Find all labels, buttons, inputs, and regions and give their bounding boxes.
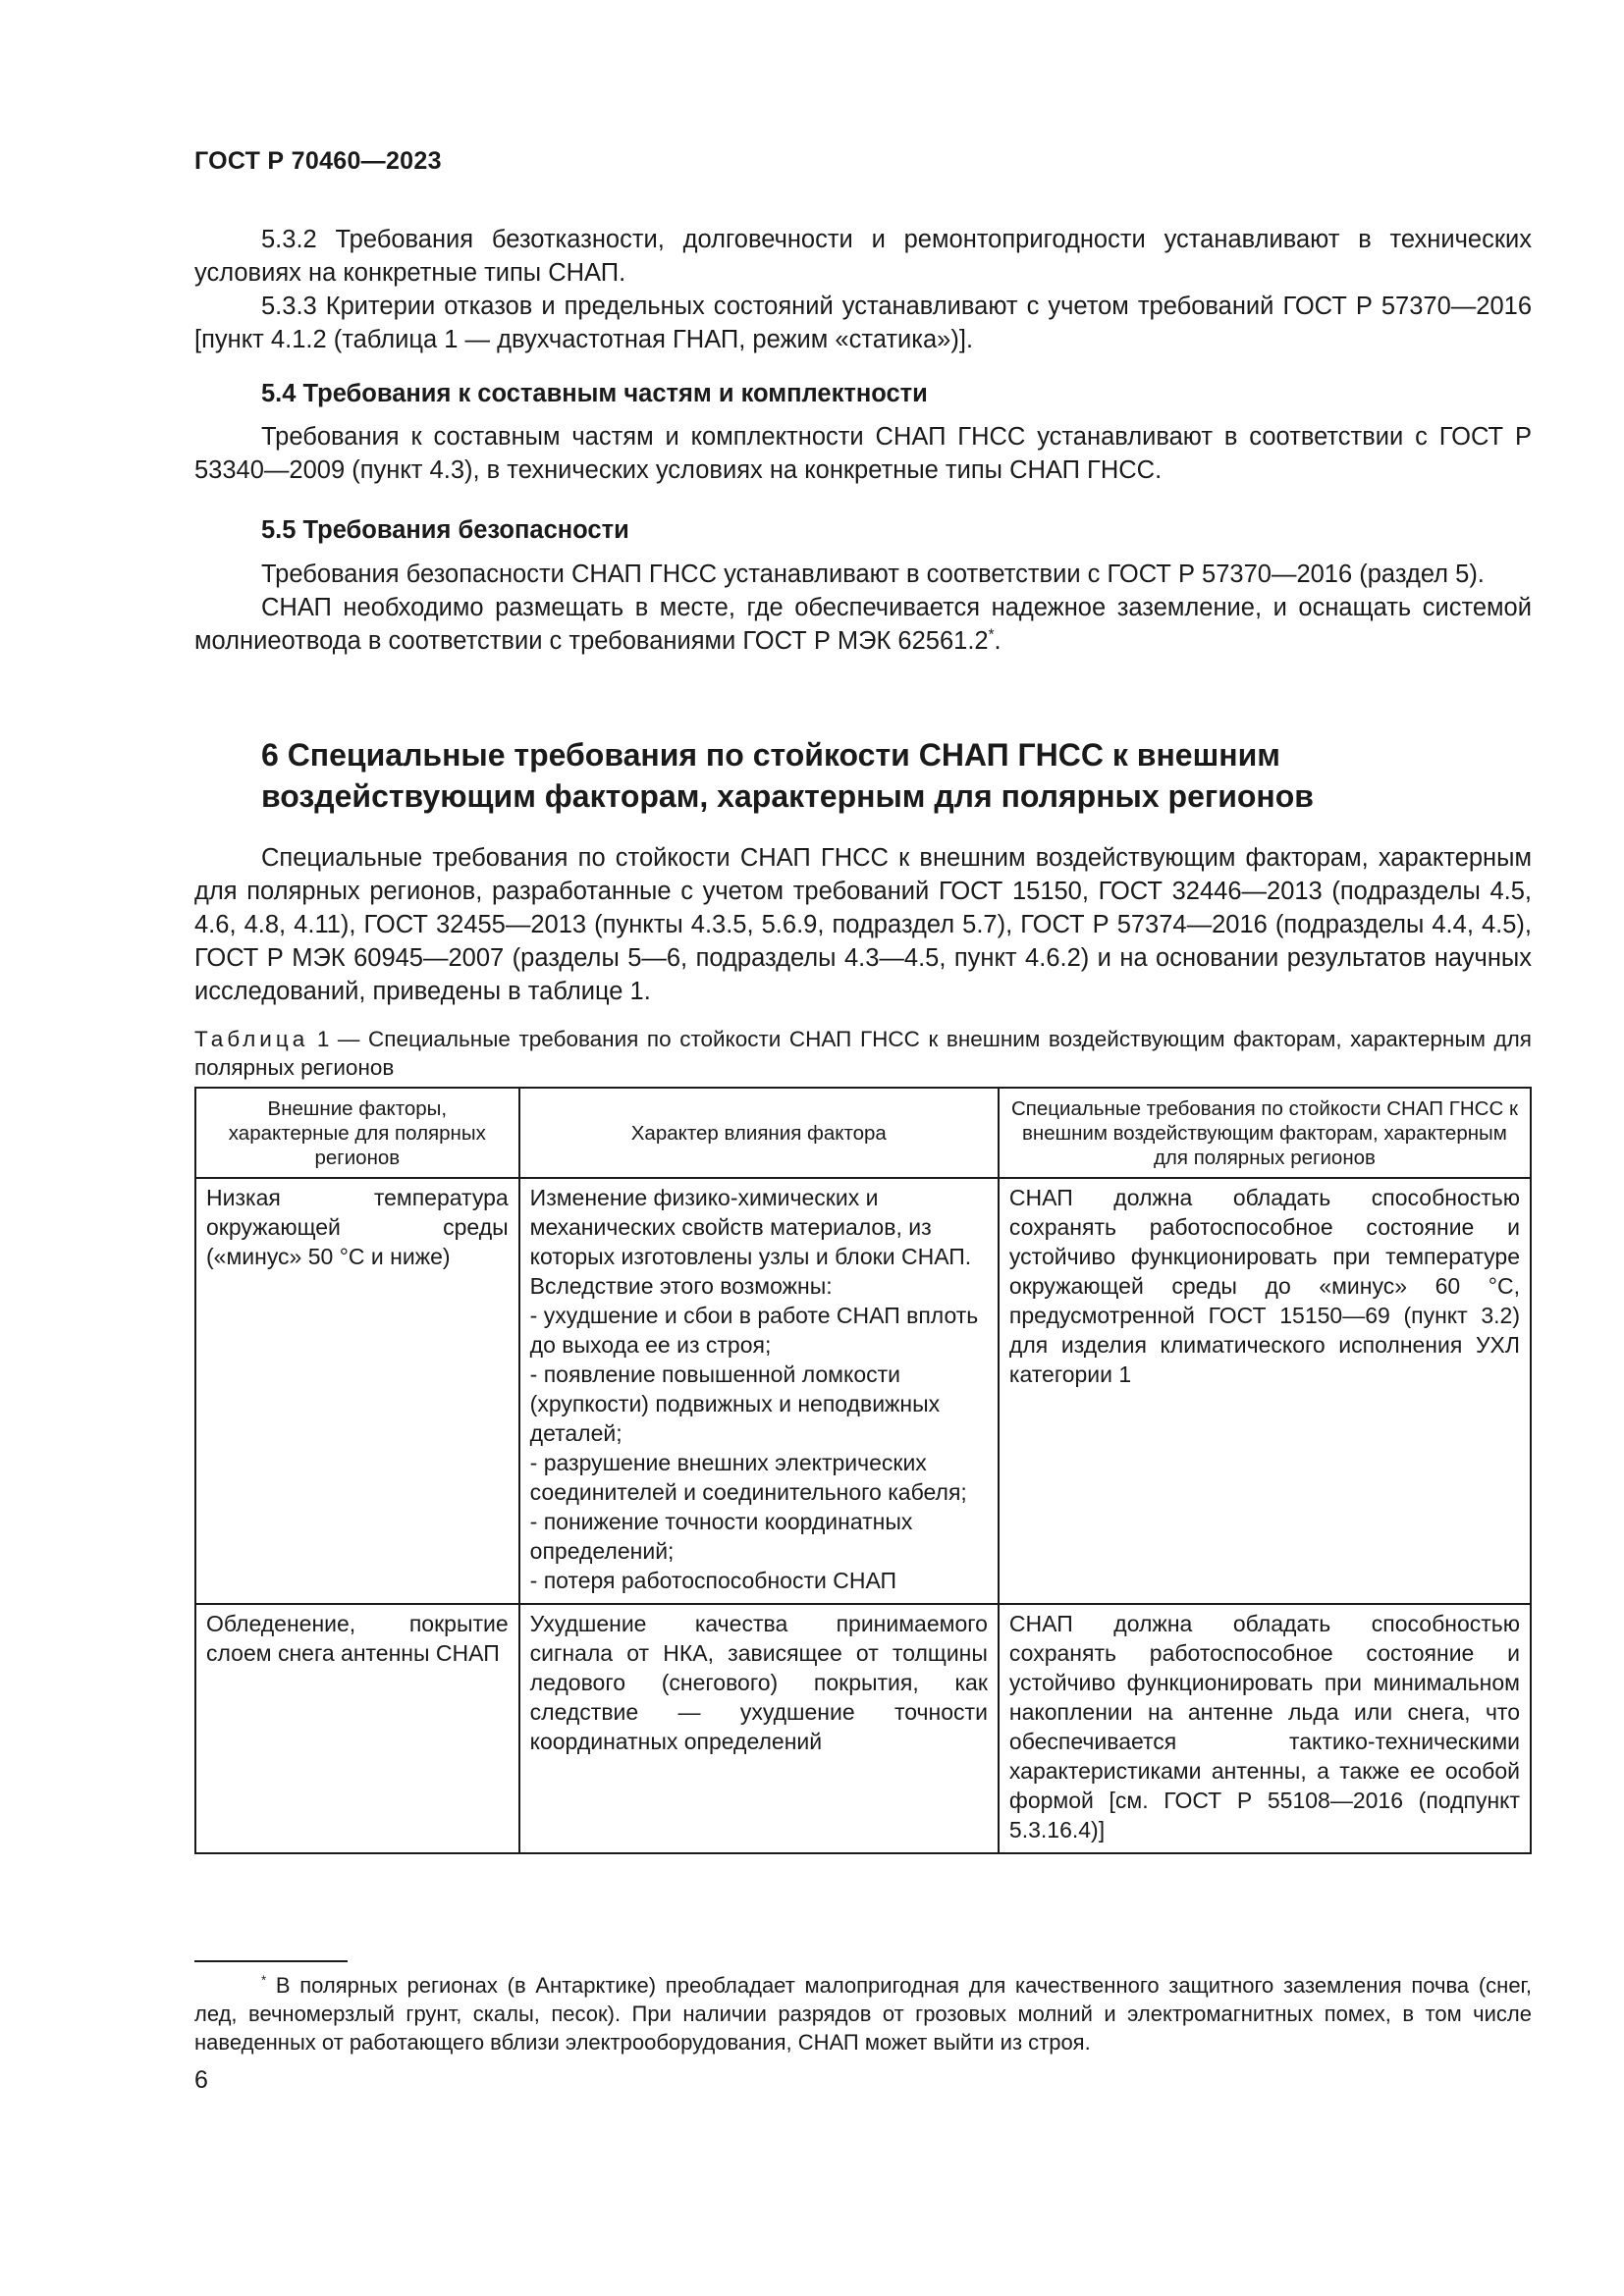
subsection-5-4-title: 5.4 Требования к составным частям и комплектности — [261, 380, 928, 407]
table-header-row — [195, 1088, 1531, 1178]
footnote-mark: * — [261, 1972, 267, 1988]
cell-requirement-text: СНАП должна обладать способностью сохранять работоспособное состояние и устойчиво функционировать при температуре окружающей среды до «минус» 60 °С, предусмотренной ГОСТ 15150—69 (пункт 3.2) для изделия климатического исполнения УХЛ категории 1 — [1008, 1185, 1520, 1387]
paragraph-5-5-2: СНАП необходимо размещать в месте, где обеспечивается надежное заземление, и оснащать системой молниеотвода в соответствии с требованиями ГОСТ Р МЭК 62561.2*. — [194, 594, 1532, 655]
header-external-factors: Внешние факторы, характерные для полярных регионов — [195, 1088, 519, 1178]
section-6-title-line-2: воздействующим факторам, характерным для полярных регионов — [261, 778, 1314, 814]
running-header: ГОСТ Р 70460—2023 — [194, 147, 442, 175]
cell-factor — [195, 1604, 519, 1853]
footnote — [194, 1971, 1532, 2056]
requirements-table — [194, 1087, 1532, 1854]
cell-requirement — [999, 1604, 1531, 1853]
table-row — [195, 1604, 1531, 1853]
header-factor-influence: Характер влияния фактора — [519, 1088, 999, 1178]
cell-factor-text: Низкая температура окружающей среды («минус» 50 °С и ниже) — [206, 1185, 509, 1269]
paragraph-5-3-2: 5.3.2 Требования безотказности, долговечности и ремонтопригодности устанавливают в технических условиях на конкретные типы СНАП. — [194, 226, 1532, 287]
footnote-text-block — [194, 1971, 1532, 2056]
cell-factor — [195, 1178, 519, 1604]
cell-influence-text: Изменение физико-химических и механических свойств материалов, из которых изготовлены узлы и блоки СНАП. Вследствие этого возможны: - ухудшение и сбои в работе СНАП вплоть до выхода ее из строя; - появление повышенной ломкости (хрупкости) подвижных и неподвижных деталей; - разрушение внешних электрических соединителей и соединительного кабеля; - понижение точности координатных определений; - потеря работоспособности СНАП — [529, 1185, 979, 1593]
table-row — [195, 1178, 1531, 1604]
section-5-3-paragraphs — [194, 223, 1532, 356]
table-caption-word: Таблица — [194, 1027, 309, 1051]
cell-requirement — [999, 1178, 1531, 1604]
cell-factor-text: Обледенение, покрытие слоем снега антенны СНАП — [206, 1611, 509, 1666]
footnote-text: В полярных регионах (в Антарктике) преобладает малопригодная для качественного защитного заземления почва (снег, лед, вечномерзлый грунт, скалы, песок). При наличии разрядов от грозовых молний и электромагнитных помех, в том числе наведенных от работающего вблизи электрооборудования, СНАП может выйти из строя. — [194, 1973, 1532, 2055]
footnote-reference[interactable]: * — [988, 626, 995, 644]
table-caption-text: 1 — Специальные требования по стойкости СНАП ГНСС к внешним воздействующим факторам, характерным для полярных регионов — [194, 1027, 1532, 1080]
paragraph-6: Специальные требования по стойкости СНАП ГНСС к внешним воздействующим факторам, характерным для полярных регионов, разработанные с учетом требований ГОСТ 15150, ГОСТ 32446—2013 (подразделы 4.5, 4.6, 4.8, 4.11), ГОСТ 32455—2013 (пункты 4.3.5, 5.6.9, подраздел 5.7), ГОСТ Р 57374—2016 (подразделы 4.4, 4.5), ГОСТ Р МЭК 60945—2007 (разделы 5—6, подразделы 4.3—4.5, пункт 4.6.2) и на основании результатов научных исследований, приведены в таблице 1. — [194, 844, 1532, 1005]
paragraph-5-5-2-text: СНАП необходимо размещать в месте, где обеспечивается надежное заземление, и оснащать системой молниеотвода в соответствии с требованиями ГОСТ Р МЭК 62561.2 — [194, 594, 1532, 655]
cell-influence — [519, 1604, 999, 1853]
footnote-separator — [194, 1960, 348, 1962]
subsection-5-4-text — [194, 420, 1532, 487]
section-6-title — [261, 734, 1314, 817]
section-6-text — [194, 841, 1532, 1008]
subsection-5-5-text — [194, 558, 1532, 658]
paragraph-5-4: Требования к составным частям и комплектности СНАП ГНСС устанавливают в соответствии с ГОСТ Р 53340—2009 (пункт 4.3), в технических условиях на конкретные типы СНАП ГНСС. — [194, 423, 1532, 484]
cell-influence-text: Ухудшение качества принимаемого сигнала от НКА, зависящее от толщины ледового (снегового) покрытия, как следствие — ухудшение точности координатных определений — [529, 1611, 988, 1754]
table-caption — [194, 1025, 1532, 1082]
subsection-5-5-title: 5.5 Требования безопасности — [261, 516, 629, 544]
paragraph-5-3-3: 5.3.3 Критерии отказов и предельных состояний устанавливают с учетом требований ГОСТ Р 57370—2016 [пункт 4.1.2 (таблица 1 — двухчастотная ГНАП, режим «статика»)]. — [194, 293, 1532, 353]
cell-influence — [519, 1178, 999, 1604]
page-number: 6 — [194, 2066, 208, 2094]
cell-requirement-text: СНАП должна обладать способностью сохранять работоспособное состояние и устойчиво функционировать при минимальном накоплении на антенне льда или снега, что обеспечивается тактико-техническими характеристиками антенны, а также ее особой формой [см. ГОСТ Р 55108—2016 (подпункт 5.3.16.4)] — [1008, 1611, 1520, 1842]
section-6-title-line-1: 6 Специальные требования по стойкости СНАП ГНСС к внешним — [261, 737, 1280, 773]
header-special-requirements: Специальные требования по стойкости СНАП ГНСС к внешним воздействующим факторам, характерным для полярных регионов — [999, 1088, 1531, 1178]
paragraph-5-5-1: Требования безопасности СНАП ГНСС устанавливают в соответствии с ГОСТ Р 57370—2016 (раздел 5). — [261, 561, 1485, 588]
